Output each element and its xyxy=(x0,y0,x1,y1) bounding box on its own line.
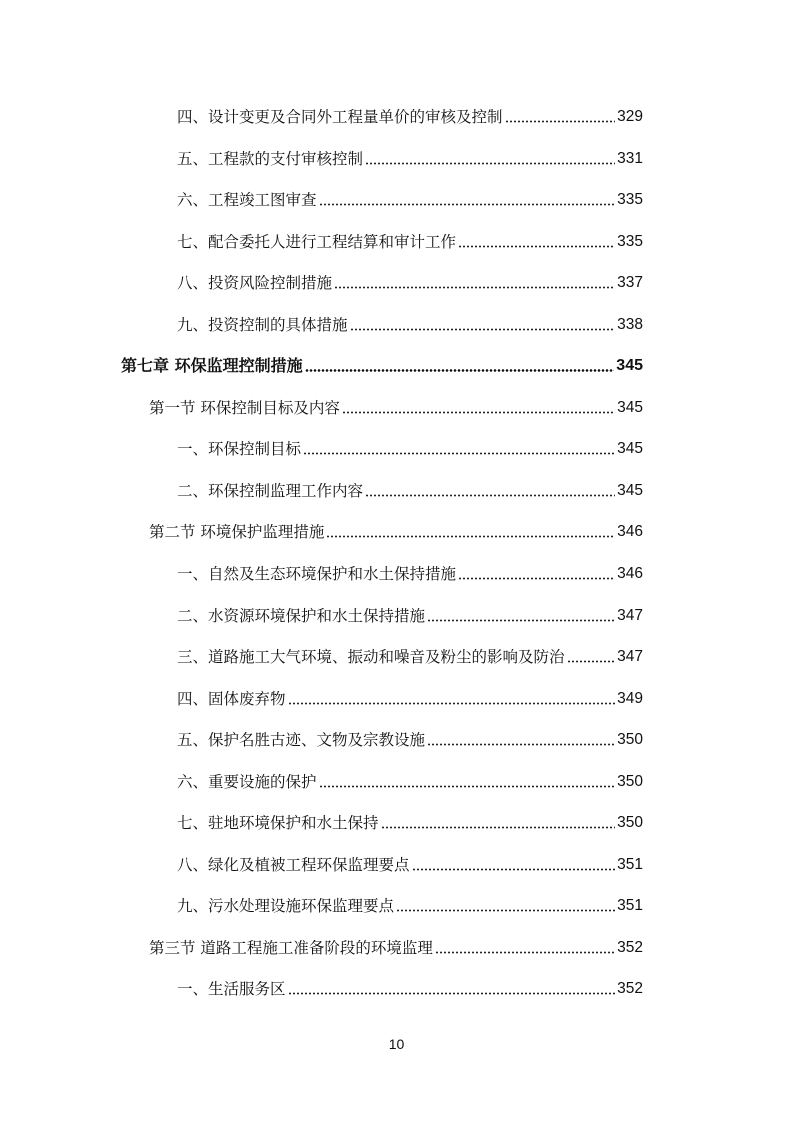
toc-entry-page: 349 xyxy=(617,690,643,707)
toc-entry-label: 五、保护名胜古迹、文物及宗教设施 xyxy=(177,731,426,749)
toc-entry-page: 347 xyxy=(617,607,643,624)
toc-leader-dots xyxy=(365,494,615,497)
toc-entry[interactable] xyxy=(177,270,643,296)
toc-leader-dots xyxy=(288,992,616,995)
toc-entry-label: 三、道路施工大气环境、振动和噪音及粉尘的影响及防治 xyxy=(177,648,565,666)
toc-leader-dots xyxy=(505,120,616,123)
toc-entry-page: 350 xyxy=(617,773,643,790)
toc-entry-label: 五、工程款的支付审核控制 xyxy=(177,150,364,168)
toc-entry-label: 一、自然及生态环境保护和水土保持措施 xyxy=(177,565,457,583)
toc-entry-page: 351 xyxy=(617,856,643,873)
toc-entry-page: 352 xyxy=(617,939,643,956)
toc-entry-label: 二、水资源环境保护和水土保持措施 xyxy=(177,607,426,625)
toc-leader-dots xyxy=(567,660,616,663)
toc-entry-page: 350 xyxy=(617,731,643,748)
toc-leader-dots xyxy=(458,577,615,580)
toc-entry[interactable] xyxy=(177,187,643,213)
toc-entry-page: 329 xyxy=(617,108,643,125)
toc-entry[interactable] xyxy=(177,852,643,878)
toc-entry[interactable] xyxy=(177,769,643,795)
toc-entry-label: 七、驻地环境保护和水土保持 xyxy=(177,814,379,832)
toc-entry[interactable] xyxy=(177,312,643,338)
toc-entry-label: 七、配合委托人进行工程结算和审计工作 xyxy=(177,233,457,251)
toc-entry-page: 331 xyxy=(617,150,643,167)
toc-leader-dots xyxy=(319,203,616,206)
toc-entry-label: 一、环保控制目标 xyxy=(177,440,302,458)
toc-entry[interactable] xyxy=(177,436,643,462)
toc-leader-dots xyxy=(365,162,615,165)
toc-entry-label: 一、生活服务区 xyxy=(177,980,286,998)
toc-entry-label: 第二节 环境保护监理措施 xyxy=(149,523,325,541)
toc-leader-dots xyxy=(412,868,616,871)
toc-leader-dots xyxy=(396,909,615,912)
toc-entry[interactable] xyxy=(177,686,643,712)
toc-entry-label: 第三节 道路工程施工准备阶段的环境监理 xyxy=(149,939,433,957)
toc-leader-dots xyxy=(458,245,615,248)
toc-entry-label: 九、污水处理设施环保监理要点 xyxy=(177,897,395,915)
toc-entry-page: 335 xyxy=(617,191,643,208)
toc-entry[interactable] xyxy=(177,478,643,504)
toc-entry[interactable] xyxy=(177,146,643,172)
toc-leader-dots xyxy=(342,411,615,414)
toc-section-entry[interactable] xyxy=(149,519,643,545)
toc-entry-label: 第一节 环保控制目标及内容 xyxy=(149,399,340,417)
toc-leader-dots xyxy=(381,826,616,829)
toc-entry[interactable] xyxy=(177,644,643,670)
toc-entry-label: 第七章 环保监理控制措施 xyxy=(121,356,303,375)
toc-entry-page: 346 xyxy=(617,523,643,540)
toc-section-entry[interactable] xyxy=(149,935,643,961)
toc-entry-page: 338 xyxy=(617,316,643,333)
toc-entry-page: 337 xyxy=(617,274,643,291)
toc-entry-page: 345 xyxy=(617,482,643,499)
toc-entry[interactable] xyxy=(177,561,643,587)
toc-entry-page: 347 xyxy=(617,648,643,665)
toc-entry-page: 345 xyxy=(617,399,643,416)
toc-entry[interactable] xyxy=(177,976,643,1002)
toc-entry-label: 四、固体废弃物 xyxy=(177,690,286,708)
toc-entry[interactable] xyxy=(177,810,643,836)
toc-leader-dots xyxy=(305,369,615,372)
toc-entry-label: 八、投资风险控制措施 xyxy=(177,274,333,292)
toc-entry-label: 四、设计变更及合同外工程量单价的审核及控制 xyxy=(177,108,503,126)
page-number: 10 xyxy=(388,1036,405,1052)
toc-entry-page: 345 xyxy=(616,357,643,374)
toc-entry[interactable] xyxy=(177,104,643,130)
toc-entry-page: 352 xyxy=(617,980,643,997)
toc-entry[interactable] xyxy=(177,603,643,629)
toc-entry-label: 八、绿化及植被工程环保监理要点 xyxy=(177,856,410,874)
toc-leader-dots xyxy=(319,785,616,788)
toc-leader-dots xyxy=(288,702,616,705)
toc-leader-dots xyxy=(427,743,615,746)
toc-entry-page: 351 xyxy=(617,897,643,914)
toc-entry-label: 六、重要设施的保护 xyxy=(177,773,317,791)
toc-leader-dots xyxy=(334,286,615,289)
toc-section-entry[interactable] xyxy=(149,395,643,421)
toc-leader-dots xyxy=(326,535,615,538)
toc-entry[interactable] xyxy=(177,727,643,753)
toc-entry[interactable] xyxy=(177,893,643,919)
toc-leader-dots xyxy=(435,951,615,954)
toc-entry-label: 六、工程竣工图审查 xyxy=(177,191,317,209)
toc-leader-dots xyxy=(350,328,616,331)
toc-entry[interactable] xyxy=(177,229,643,255)
toc-leader-dots xyxy=(427,619,615,622)
toc-chapter-entry[interactable] xyxy=(121,353,643,379)
toc-entry-label: 二、环保控制监理工作内容 xyxy=(177,482,364,500)
toc-entry-page: 335 xyxy=(617,233,643,250)
toc-entry-page: 345 xyxy=(617,440,643,457)
toc-entry-page: 346 xyxy=(617,565,643,582)
toc-entry-label: 九、投资控制的具体措施 xyxy=(177,316,348,334)
toc-leader-dots xyxy=(303,452,615,455)
toc-entry-page: 350 xyxy=(617,814,643,831)
